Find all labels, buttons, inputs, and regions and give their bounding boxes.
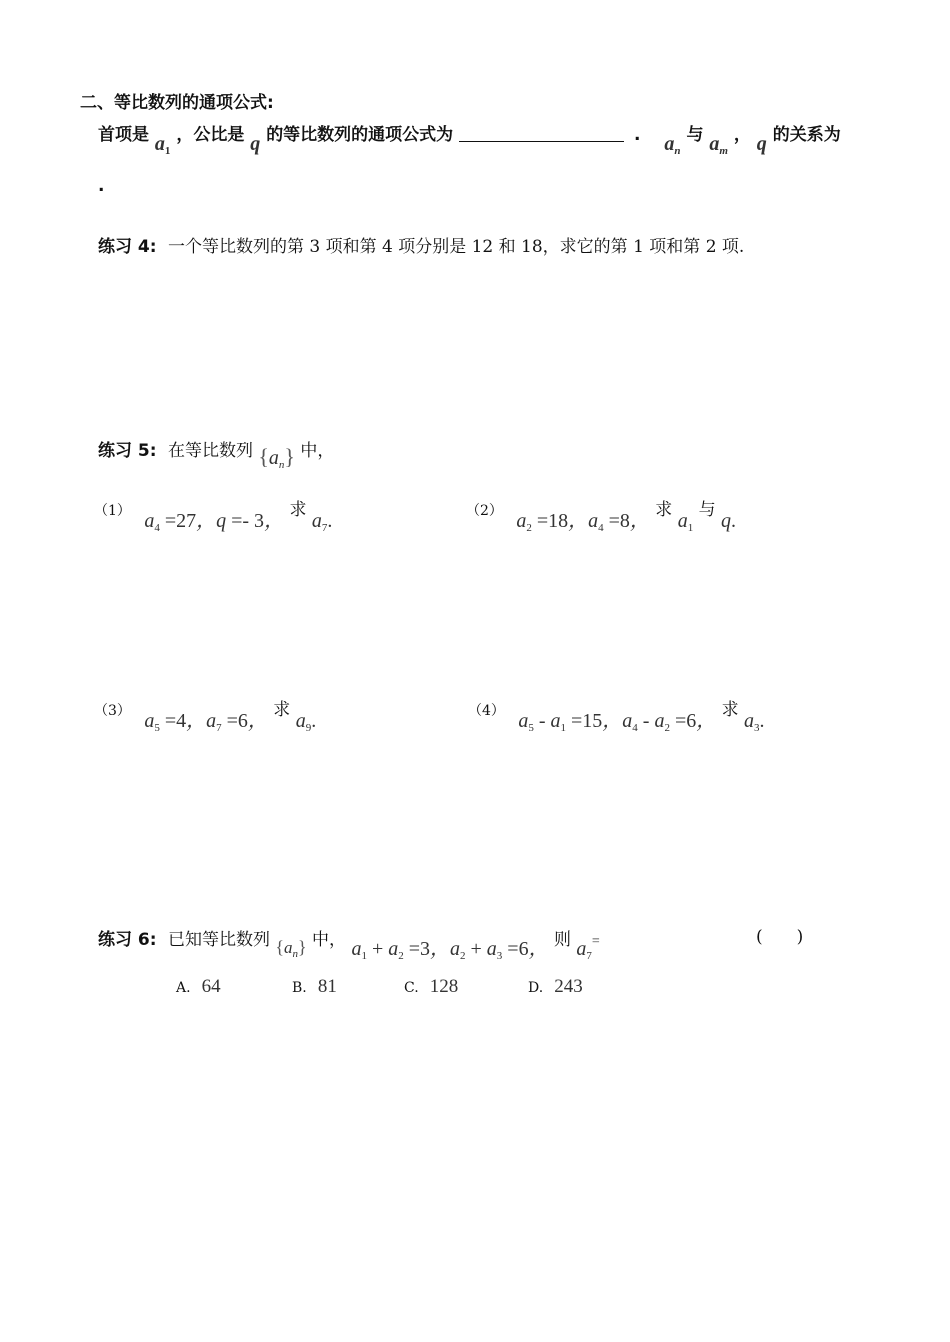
section-heading: 二、等比数列的通项公式: <box>80 93 274 113</box>
formula-line <box>98 120 841 157</box>
math-seq-an: $\{a_n\}$ <box>258 444 295 471</box>
exercise-5 <box>98 436 335 471</box>
answer-blank[interactable] <box>459 123 624 142</box>
text-relation: 的关系为 <box>772 125 841 145</box>
choice-b-letter: B. <box>292 980 307 996</box>
math-am: $a_m$ <box>709 133 728 157</box>
text-period: . <box>634 125 641 145</box>
math-a1: $a_1$ <box>154 133 171 157</box>
ex5-part-1 <box>94 492 333 534</box>
exercise-4-text: 一个等比数列的第 3 项和第 4 项分别是 12 和 18，求它的第 1 项和第 2 项. <box>167 237 745 257</box>
math-target-2b: q. <box>721 510 737 532</box>
text-general-formula: 的等比数列的通项公式为 <box>266 125 454 145</box>
exercise-6 <box>98 922 600 962</box>
math-cond-3: $a_5 =4$，$a_7 =6$， <box>144 710 268 734</box>
math-cond-4: $a_5 - a_1 =15$，$a_4 - a_2 =6$， <box>518 710 717 734</box>
exercise-5-post: 中， <box>300 441 335 461</box>
math-target-2a: $a_1$ <box>677 510 694 534</box>
math-target-1: $a_7$. <box>311 510 333 534</box>
exercise-6-pre: 已知等比数列 <box>167 930 270 950</box>
part-2-ask: 求 <box>655 500 673 520</box>
choice-b[interactable] <box>292 976 337 998</box>
math-target-3: $a_9$. <box>295 710 317 734</box>
part-1-ask: 求 <box>289 500 307 520</box>
choice-a[interactable] <box>176 976 221 998</box>
exercise-5-label: 练习 5: <box>98 441 157 461</box>
math-target-6: $a_7^=$ <box>576 934 600 962</box>
math-an: $a_n$ <box>664 133 681 157</box>
math-cond-2: $a_2 =18$，$a_4 =8$， <box>516 510 650 534</box>
part-3-number: （3） <box>94 703 131 719</box>
answer-paren[interactable]: ( ) <box>756 927 804 947</box>
part-1-number: （1） <box>94 503 131 519</box>
choice-d[interactable] <box>528 976 583 998</box>
exercise-6-mid: 中， <box>312 930 347 950</box>
choice-d-value: 243 <box>554 976 583 997</box>
choice-a-letter: A. <box>176 980 191 996</box>
math-target-4: $a_3$. <box>744 710 765 734</box>
exercise-4-label: 练习 4: <box>98 237 157 257</box>
part-4-number: （4） <box>468 703 505 719</box>
exercise-6-then: 则 <box>553 930 571 950</box>
choice-c-letter: C. <box>404 980 419 996</box>
ex5-part-4 <box>468 692 765 734</box>
exercise-4 <box>98 232 744 257</box>
exercise-5-pre: 在等比数列 <box>167 441 253 461</box>
part-3-ask: 求 <box>273 700 291 720</box>
choice-d-letter: D. <box>528 980 544 996</box>
part-2-number: （2） <box>466 503 503 519</box>
part-4-ask: 求 <box>721 700 739 720</box>
relation-dot: . <box>98 176 105 196</box>
text-ratio: ，公比是 <box>176 125 245 145</box>
text-comma: ， <box>733 125 751 145</box>
math-cond-1: $a_4 =27$，q =- 3， <box>144 510 285 534</box>
exercise-6-label: 练习 6: <box>98 930 157 950</box>
text-first-term: 首项是 <box>98 125 149 145</box>
choice-a-value: 64 <box>201 976 221 997</box>
text-and: 与 <box>686 125 704 145</box>
part-2-and: 与 <box>698 500 716 520</box>
math-q2: q <box>756 133 767 155</box>
choice-c[interactable] <box>404 976 458 998</box>
ex5-part-2 <box>466 492 737 534</box>
choice-c-value: 128 <box>429 976 459 997</box>
math-seq-an-6: $\{a_n\}$ <box>275 937 307 960</box>
ex5-part-3 <box>94 692 317 734</box>
math-q: q <box>250 133 261 155</box>
choice-b-value: 81 <box>317 976 337 997</box>
math-cond-6: $a_1 + a_2 =3$，$a_2 + a_3 =6$， <box>351 938 549 962</box>
